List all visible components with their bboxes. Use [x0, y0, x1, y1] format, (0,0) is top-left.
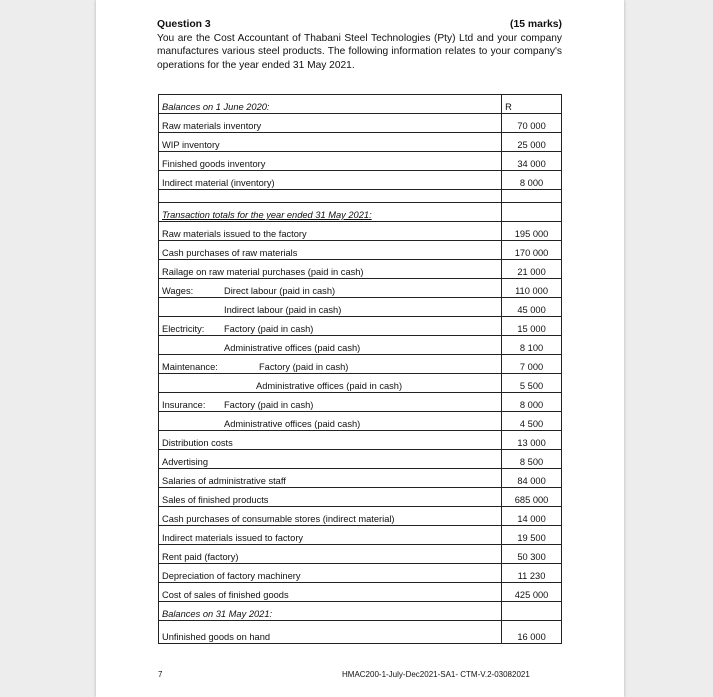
row-value: 70 000: [502, 114, 562, 133]
row-label: Railage on raw material purchases (paid in cash): [159, 260, 502, 279]
spacer-cell: [502, 190, 562, 203]
opening-balances-heading: Balances on 1 June 2020:: [159, 95, 502, 114]
row-label: Depreciation of factory machinery: [159, 564, 502, 583]
row-value: 34 000: [502, 152, 562, 171]
row-value: 21 000: [502, 260, 562, 279]
page-number: 7: [158, 670, 163, 679]
table-row: [159, 507, 562, 526]
row-label: [159, 393, 502, 412]
transactions-heading: Transaction totals for the year ended 31 May 2021:: [159, 203, 502, 222]
row-label: [159, 355, 502, 374]
row-label: Sales of finished products: [159, 488, 502, 507]
table-row: [159, 526, 562, 545]
table-row: [159, 412, 562, 431]
row-value: 84 000: [502, 469, 562, 488]
table-row: [159, 241, 562, 260]
question-header: [157, 19, 562, 30]
row-label: Distribution costs: [159, 431, 502, 450]
table-spacer-row: [159, 190, 562, 203]
empty-cell: [502, 602, 562, 621]
row-label: [159, 412, 502, 431]
row-label: Raw materials inventory: [159, 114, 502, 133]
row-label: [159, 374, 502, 393]
row-label: Indirect materials issued to factory: [159, 526, 502, 545]
row-label: Cash purchases of consumable stores (indirect material): [159, 507, 502, 526]
row-value: 685 000: [502, 488, 562, 507]
table-row: [159, 355, 562, 374]
insurance-factory-label: Factory (paid in cash): [224, 400, 314, 410]
table-row: [159, 298, 562, 317]
row-value: 13 000: [502, 431, 562, 450]
row-value: 11 230: [502, 564, 562, 583]
row-value: 110 000: [502, 279, 562, 298]
table-row: [159, 545, 562, 564]
row-value: 8 000: [502, 171, 562, 190]
row-label: [159, 279, 502, 298]
table-row: [159, 469, 562, 488]
row-label: [159, 336, 502, 355]
table-row: [159, 114, 562, 133]
electricity-prefix: Electricity:: [162, 324, 205, 334]
table-row: [159, 431, 562, 450]
row-value: 8 100: [502, 336, 562, 355]
table-row: [159, 317, 562, 336]
table-row: [159, 336, 562, 355]
cost-data-table: [158, 94, 562, 644]
row-value: 8 000: [502, 393, 562, 412]
table-row: [159, 393, 562, 412]
table-row: [159, 203, 562, 222]
insurance-prefix: Insurance:: [162, 400, 206, 410]
row-value: 4 500: [502, 412, 562, 431]
table-row: [159, 260, 562, 279]
table-row: [159, 222, 562, 241]
maintenance-admin-label: Administrative offices (paid in cash): [256, 381, 403, 391]
row-label: Advertising: [159, 450, 502, 469]
question-intro: You are the Cost Accountant of Thabani Steel Technologies (Pty) Ltd and your company manufactures various steel products. The following information relates to your company's operations for the year ended 31 May 2021.: [157, 33, 562, 71]
table-row: [159, 583, 562, 602]
table-row: [159, 564, 562, 583]
table-row: [159, 171, 562, 190]
question-marks: (15 marks): [510, 19, 562, 30]
row-value: 195 000: [502, 222, 562, 241]
row-label: Indirect material (inventory): [159, 171, 502, 190]
row-value: 15 000: [502, 317, 562, 336]
question-title: Question 3: [157, 19, 211, 30]
spacer-cell: [159, 190, 502, 203]
row-value: 16 000: [502, 621, 562, 644]
row-label: Rent paid (factory): [159, 545, 502, 564]
row-value: 14 000: [502, 507, 562, 526]
empty-cell: [502, 203, 562, 222]
closing-balances-heading: Balances on 31 May 2021:: [159, 602, 502, 621]
document-page: [96, 0, 624, 697]
row-value: 7 000: [502, 355, 562, 374]
electricity-factory-label: Factory (paid in cash): [224, 324, 314, 334]
row-value: 19 500: [502, 526, 562, 545]
table-row: [159, 279, 562, 298]
row-label: Cash purchases of raw materials: [159, 241, 502, 260]
table-row: [159, 621, 562, 644]
table-row: [159, 602, 562, 621]
row-value: 170 000: [502, 241, 562, 260]
table-header-row: [159, 95, 562, 114]
row-label: Finished goods inventory: [159, 152, 502, 171]
electricity-admin-label: Administrative offices (paid cash): [224, 343, 361, 353]
row-value: 25 000: [502, 133, 562, 152]
row-label: Unfinished goods on hand: [159, 621, 502, 644]
maintenance-factory-label: Factory (paid in cash): [259, 362, 349, 372]
row-value: 5 500: [502, 374, 562, 393]
wages-direct-label: Direct labour (paid in cash): [224, 286, 336, 296]
document-code: HMAC200-1-July-Dec2021-SA1- CTM-V.2-03082021: [342, 670, 530, 679]
wages-indirect-label: Indirect labour (paid in cash): [224, 305, 342, 315]
insurance-admin-label: Administrative offices (paid cash): [224, 419, 361, 429]
row-value: 425 000: [502, 583, 562, 602]
row-value: 50 300: [502, 545, 562, 564]
currency-header: R: [502, 95, 562, 114]
wages-prefix: Wages:: [162, 286, 194, 296]
table-row: [159, 374, 562, 393]
table-row: [159, 152, 562, 171]
table-row: [159, 133, 562, 152]
maintenance-prefix: Maintenance:: [162, 362, 218, 372]
row-value: 8 500: [502, 450, 562, 469]
row-label: Cost of sales of finished goods: [159, 583, 502, 602]
row-label: [159, 298, 502, 317]
table-row: [159, 488, 562, 507]
row-label: WIP inventory: [159, 133, 502, 152]
row-label: Raw materials issued to the factory: [159, 222, 502, 241]
row-label: [159, 317, 502, 336]
row-value: 45 000: [502, 298, 562, 317]
table-row: [159, 450, 562, 469]
row-label: Salaries of administrative staff: [159, 469, 502, 488]
